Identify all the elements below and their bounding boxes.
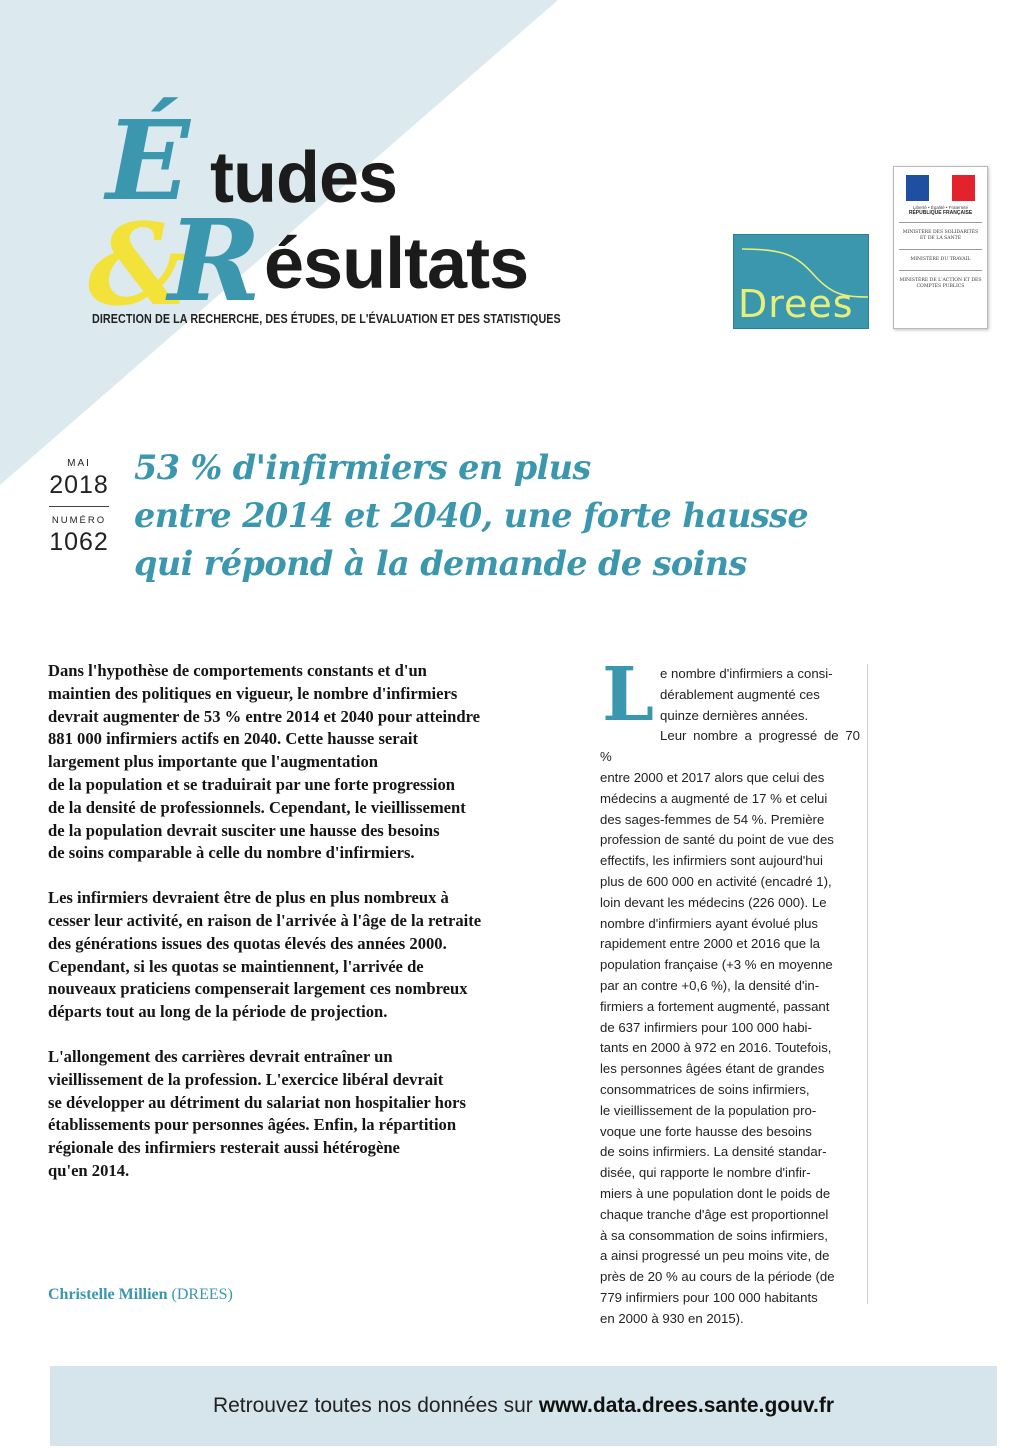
- issue-number: 1062: [49, 528, 109, 556]
- ministry-logo: [893, 166, 988, 329]
- issue-number-label: NUMÉRO: [51, 515, 107, 526]
- footer-banner: [50, 1366, 997, 1446]
- masthead-word-esultats: ésultats: [264, 224, 529, 304]
- meta-divider: [49, 506, 109, 507]
- masthead-ampersand: &: [88, 200, 190, 331]
- direction-subtitle: DIRECTION DE LA RECHERCHE, DES ÉTUDES, DE L'ÉVALUATION ET DES STATISTIQUES: [92, 312, 561, 326]
- abstract: [48, 660, 568, 1205]
- ministry-solidarity: MINISTÈRE DES SOLIDARITÉS ET DE LA SANTÉ: [902, 230, 979, 241]
- masthead-letter-e: É: [106, 96, 190, 225]
- issue-meta: [47, 458, 111, 557]
- footer-prefix: Retrouvez toutes nos données sur: [212, 1394, 533, 1417]
- marianne-flag-icon: [906, 175, 976, 201]
- drees-logo-text: Drees: [738, 282, 854, 326]
- publication-masthead: [88, 96, 608, 340]
- masthead-word-tudes: tudes: [210, 138, 398, 218]
- issue-month: MAI: [67, 458, 91, 469]
- abstract-paragraph-3: L'allongement des carrières devrait entraîner un vieillissement de la profession. L'exercice libéral devrait se développer au détriment du salariat non hospitalier hors établissements pour personnes âgées. Enfin, la répartition régionale des infirmiers resterait aussi hétérogène qu'en 2014.: [48, 1046, 466, 1180]
- abstract-paragraph-1: Dans l'hypothèse de comportements constants et d'un maintien des politiques en vigueur, le nombre d'infirmiers devrait augmenter de 53 % entre 2014 et 2040 pour atteindre 881 000 infirmiers actifs en 2040. Cette hausse serait largement plus importante que l'augmentation de la population et se traduirait par une forte progression de la densité de professionnels. Cependant, le vieillissement de la population devrait susciter une hausse des besoins de soins comparable à celle du nombre d'infirmiers.: [48, 661, 480, 863]
- page-title: [134, 444, 834, 588]
- abstract-paragraph-2: Les infirmiers devraient être de plus en plus nombreux à cesser leur activité, en raison de l'arrivée à l'âge de la retraite des générations issues des quotas élevés des années 2000. Cependant, si les quotas se maintiennent, l'arrivée de nouveaux praticiens compenserait largement ces nombreux départs tout au long de la période de projection.: [48, 888, 482, 1022]
- author-name: Christelle Millien: [48, 1286, 168, 1303]
- ministry-labour: MINISTÈRE DU TRAVAIL: [910, 256, 971, 262]
- ministry-motto: Liberté • Égalité • Fraternité: [913, 205, 968, 210]
- body-column: [600, 652, 860, 1330]
- drop-cap: L: [602, 652, 655, 738]
- masthead-letter-r: R: [168, 196, 262, 327]
- body-text: e nombre d'infirmiers a consi- dérablement augmenté ces quinze dernières années. Leur nombre a progressé de 70 % entre 2000 et 2017 alors que celui des médecins a augmenté de 17 % et celui des sages-femmes de 54 %. Première profession de santé du point de vue des effectifs, les infirmiers sont aujourd'hui plus de 600 000 en activité (encadré 1), loin devant les médecins (226 000). Le nombre d'infirmiers ayant évolué plus rapidement entre 2000 et 2016 que la population française (+3 % en moyenne par an contre +0,6 %), la densité d'in- firmiers a fortement augmenté, passant de 637 infirmiers pour 100 000 habi- tants en 2000 à 972 en 2016. Toutefois, les personnes âgées étant de grandes consommatrices de soins infirmiers, le vieillissement de la population pro- voque une forte hausse des besoins de soins infirmiers. La densité standar- disée, qui rapporte le nombre d'infir- miers à une population dont le poids de chaque tranche d'âge est proportionnel à sa consommation de soins infirmiers, a ainsi progressé un peu moins vite, de près de 20 % au cours de la période (de 779 infirmiers pour 100 000 habitants en 2000 à 930 en 2015).: [600, 666, 860, 1326]
- drees-logo: [733, 234, 869, 329]
- column-divider: [867, 664, 868, 1304]
- author-org: (DREES): [171, 1286, 233, 1303]
- ministry-public-accounts: MINISTÈRE DE L'ACTION ET DES COMPTES PUBLICS: [899, 277, 982, 289]
- title-line-2: entre 2014 et 2040, une forte hausse: [134, 496, 809, 535]
- author-credit: [48, 1286, 233, 1304]
- issue-year: 2018: [49, 471, 109, 499]
- title-line-1: 53 % d'infirmiers en plus: [134, 448, 591, 487]
- title-line-3: qui répond à la demande de soins: [134, 544, 747, 583]
- footer-url-link[interactable]: www.data.drees.sante.gouv.fr: [538, 1394, 835, 1417]
- ministry-republic: RÉPUBLIQUE FRANÇAISE: [908, 210, 973, 216]
